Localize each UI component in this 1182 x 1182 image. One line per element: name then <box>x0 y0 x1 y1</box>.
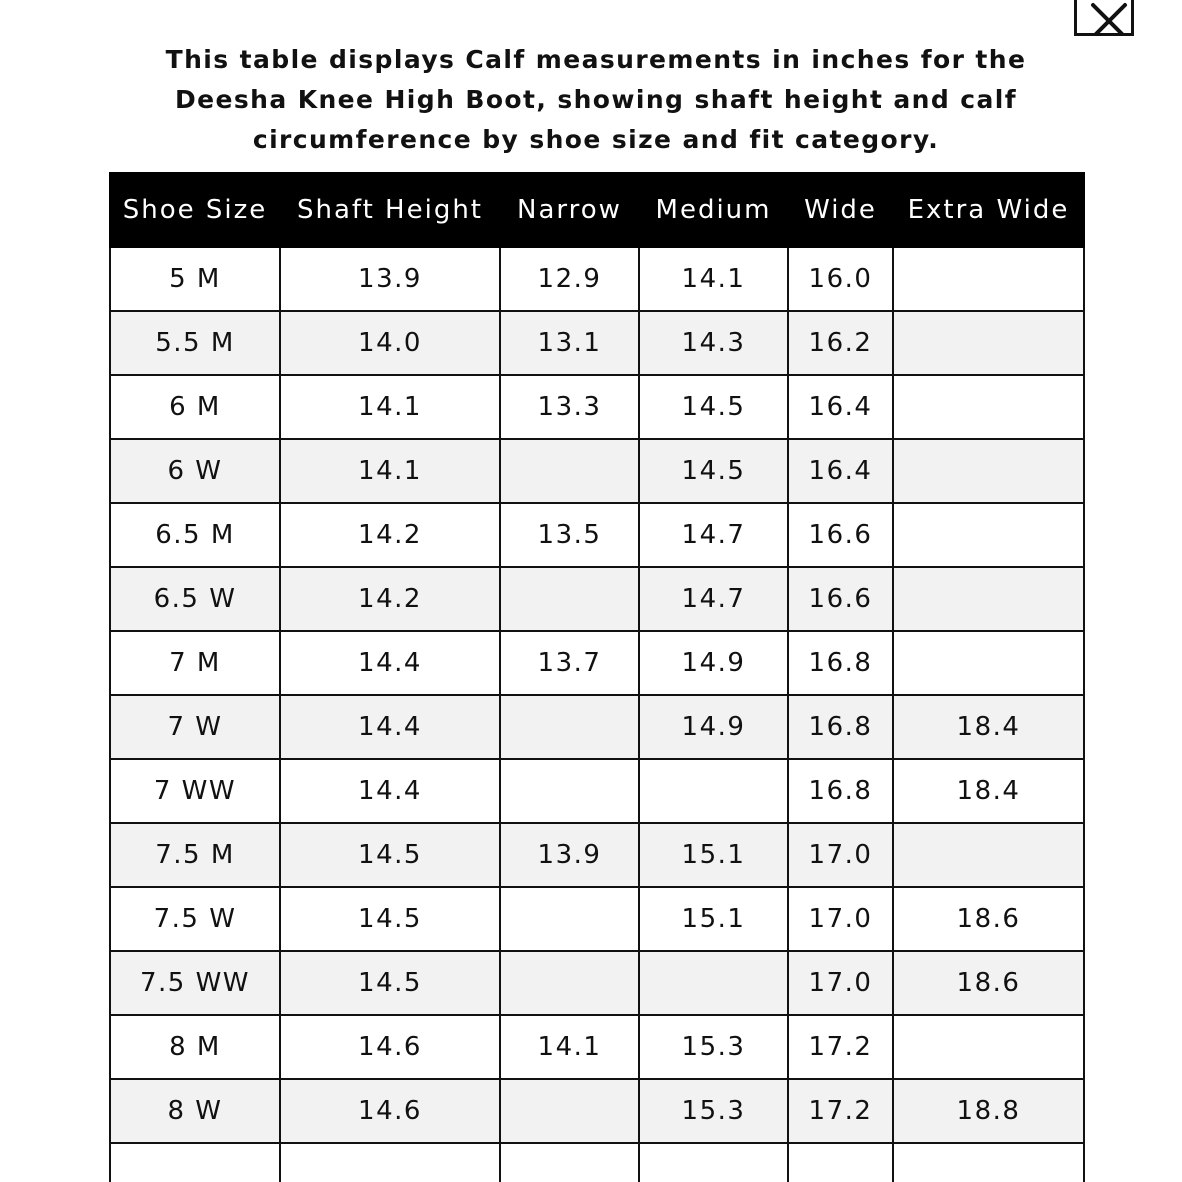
cell-wide <box>788 1143 893 1182</box>
cell-shaft-height: 14.1 <box>280 375 500 439</box>
cell-shaft-height: 13.9 <box>280 247 500 311</box>
cell-medium: 14.5 <box>639 375 788 439</box>
cell-shoe-size <box>110 1143 280 1182</box>
cell-narrow: 13.7 <box>500 631 639 695</box>
header-wide: Wide <box>788 173 893 247</box>
table-row <box>110 503 1084 567</box>
cell-narrow: 14.1 <box>500 1015 639 1079</box>
cell-extra-wide <box>893 1015 1084 1079</box>
cell-shoe-size: 7.5 WW <box>110 951 280 1015</box>
cell-medium: 14.9 <box>639 631 788 695</box>
table-row <box>110 247 1084 311</box>
cell-shaft-height: 14.1 <box>280 439 500 503</box>
calf-measurements-table <box>109 172 1085 1182</box>
table-row <box>110 1143 1084 1182</box>
cell-medium <box>639 951 788 1015</box>
cell-extra-wide <box>893 503 1084 567</box>
cell-medium: 14.1 <box>639 247 788 311</box>
cell-narrow <box>500 695 639 759</box>
cell-medium: 15.3 <box>639 1079 788 1143</box>
cell-shaft-height: 14.0 <box>280 311 500 375</box>
cell-wide: 16.4 <box>788 375 893 439</box>
table-row <box>110 887 1084 951</box>
cell-wide: 17.2 <box>788 1079 893 1143</box>
cell-shoe-size: 8 M <box>110 1015 280 1079</box>
cell-shoe-size: 5 M <box>110 247 280 311</box>
table-row <box>110 1079 1084 1143</box>
table-row <box>110 439 1084 503</box>
cell-narrow: 13.9 <box>500 823 639 887</box>
cell-extra-wide <box>893 567 1084 631</box>
cell-wide: 16.8 <box>788 695 893 759</box>
header-narrow: Narrow <box>500 173 639 247</box>
cell-extra-wide <box>893 631 1084 695</box>
cell-medium <box>639 759 788 823</box>
cell-shoe-size: 7 M <box>110 631 280 695</box>
table-row <box>110 375 1084 439</box>
cell-wide: 17.2 <box>788 1015 893 1079</box>
cell-shaft-height: 14.4 <box>280 695 500 759</box>
cell-medium <box>639 1143 788 1182</box>
cell-shoe-size: 8 W <box>110 1079 280 1143</box>
cell-extra-wide: 18.6 <box>893 887 1084 951</box>
cell-shaft-height: 14.5 <box>280 951 500 1015</box>
cell-narrow: 13.3 <box>500 375 639 439</box>
cell-extra-wide <box>893 823 1084 887</box>
cell-narrow <box>500 567 639 631</box>
table-row <box>110 759 1084 823</box>
cell-narrow <box>500 759 639 823</box>
cell-shoe-size: 6.5 W <box>110 567 280 631</box>
cell-shoe-size: 6.5 M <box>110 503 280 567</box>
cell-shoe-size: 7 WW <box>110 759 280 823</box>
cell-wide: 17.0 <box>788 951 893 1015</box>
cell-extra-wide: 18.8 <box>893 1079 1084 1143</box>
table-row <box>110 567 1084 631</box>
cell-wide: 16.4 <box>788 439 893 503</box>
cell-narrow: 13.1 <box>500 311 639 375</box>
cell-medium: 14.5 <box>639 439 788 503</box>
cell-extra-wide <box>893 375 1084 439</box>
header-shoe-size: Shoe Size <box>110 173 280 247</box>
table-row <box>110 823 1084 887</box>
cell-shoe-size: 6 M <box>110 375 280 439</box>
cell-shaft-height: 14.4 <box>280 631 500 695</box>
table-caption: This table displays Calf measurements in inches for the Deesha Knee High Boot, showing shaft height and calf circumference by shoe size and fit category. <box>165 45 1027 154</box>
cell-shoe-size: 7.5 W <box>110 887 280 951</box>
cell-extra-wide <box>893 1143 1084 1182</box>
cell-shoe-size: 7.5 M <box>110 823 280 887</box>
cell-narrow: 13.5 <box>500 503 639 567</box>
header-shaft-height: Shaft Height <box>280 173 500 247</box>
cell-shoe-size: 5.5 M <box>110 311 280 375</box>
cell-extra-wide: 18.4 <box>893 759 1084 823</box>
cell-narrow <box>500 1143 639 1182</box>
cell-wide: 16.2 <box>788 311 893 375</box>
cell-wide: 16.8 <box>788 759 893 823</box>
cell-narrow <box>500 1079 639 1143</box>
cell-wide: 16.8 <box>788 631 893 695</box>
cell-medium: 15.3 <box>639 1015 788 1079</box>
table-body <box>110 247 1084 1182</box>
cell-wide: 17.0 <box>788 823 893 887</box>
cell-medium: 14.9 <box>639 695 788 759</box>
table-row <box>110 695 1084 759</box>
cell-extra-wide <box>893 311 1084 375</box>
table-header-row <box>110 173 1084 247</box>
cell-medium: 14.7 <box>639 503 788 567</box>
close-button[interactable] <box>1074 0 1134 36</box>
cell-extra-wide <box>893 247 1084 311</box>
cell-shaft-height <box>280 1143 500 1182</box>
cell-shaft-height: 14.4 <box>280 759 500 823</box>
cell-wide: 16.0 <box>788 247 893 311</box>
cell-shaft-height: 14.2 <box>280 567 500 631</box>
cell-shoe-size: 7 W <box>110 695 280 759</box>
cell-shaft-height: 14.5 <box>280 887 500 951</box>
cell-extra-wide: 18.6 <box>893 951 1084 1015</box>
cell-narrow <box>500 439 639 503</box>
cell-shaft-height: 14.5 <box>280 823 500 887</box>
table-row <box>110 631 1084 695</box>
cell-narrow: 12.9 <box>500 247 639 311</box>
cell-medium: 15.1 <box>639 823 788 887</box>
cell-wide: 17.0 <box>788 887 893 951</box>
cell-narrow <box>500 951 639 1015</box>
table-row <box>110 951 1084 1015</box>
cell-wide: 16.6 <box>788 503 893 567</box>
cell-medium: 14.3 <box>639 311 788 375</box>
cell-medium: 14.7 <box>639 567 788 631</box>
cell-shaft-height: 14.6 <box>280 1079 500 1143</box>
cell-extra-wide <box>893 439 1084 503</box>
cell-narrow <box>500 887 639 951</box>
header-medium: Medium <box>639 173 788 247</box>
cell-shoe-size: 6 W <box>110 439 280 503</box>
close-icon <box>1089 1 1129 36</box>
cell-shaft-height: 14.2 <box>280 503 500 567</box>
table-row <box>110 311 1084 375</box>
cell-medium: 15.1 <box>639 887 788 951</box>
table-row <box>110 1015 1084 1079</box>
cell-extra-wide: 18.4 <box>893 695 1084 759</box>
cell-wide: 16.6 <box>788 567 893 631</box>
header-extra-wide: Extra Wide <box>893 173 1084 247</box>
cell-shaft-height: 14.6 <box>280 1015 500 1079</box>
